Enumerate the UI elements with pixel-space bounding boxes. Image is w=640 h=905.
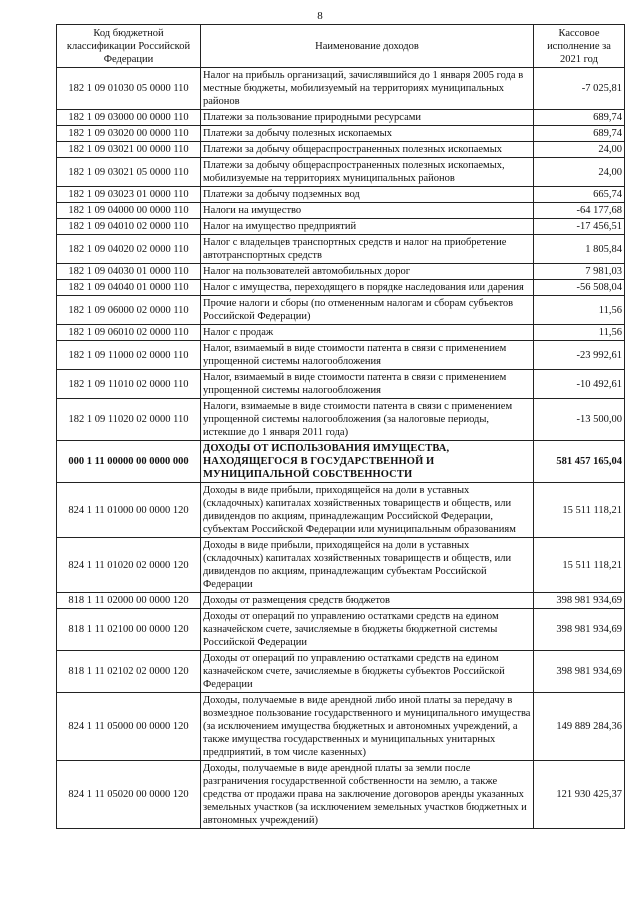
row-amount: 398 981 934,69 — [534, 593, 625, 609]
revenue-table — [56, 24, 625, 829]
row-name: Доходы, получаемые в виде арендной платы за земли после разграничения государственной собственности на землю, а также средства от продажи права на заключение договоров аренды указанных земельных участков (за исключением земельных участков бюджетных и автономных учреждений) — [201, 761, 534, 829]
table-row — [57, 441, 625, 483]
row-name: Налог с владельцев транспортных средств и налог на приобретение автотранспортных средств — [201, 235, 534, 264]
row-name: Платежи за добычу общераспространенных полезных ископаемых, мобилизуемые на территориях муниципальных районов — [201, 158, 534, 187]
row-code: 182 1 09 06000 02 0000 110 — [57, 296, 201, 325]
row-code: 182 1 09 04000 00 0000 110 — [57, 203, 201, 219]
table-row — [57, 110, 625, 126]
row-amount: -7 025,81 — [534, 68, 625, 110]
table-row — [57, 325, 625, 341]
row-code: 824 1 11 05000 00 0000 120 — [57, 693, 201, 761]
row-amount: -23 992,61 — [534, 341, 625, 370]
table-row — [57, 693, 625, 761]
row-amount: 7 981,03 — [534, 264, 625, 280]
row-amount: -17 456,51 — [534, 219, 625, 235]
row-name: Платежи за добычу полезных ископаемых — [201, 126, 534, 142]
header-name: Наименование доходов — [201, 25, 534, 68]
row-name: Налог, взимаемый в виде стоимости патента в связи с применением упрощенной системы налогообложения — [201, 370, 534, 399]
row-code: 824 1 11 01000 00 0000 120 — [57, 483, 201, 538]
row-code: 824 1 11 05020 00 0000 120 — [57, 761, 201, 829]
row-code: 182 1 09 03021 05 0000 110 — [57, 158, 201, 187]
row-name: Налоги, взимаемые в виде стоимости патента в связи с применением упрощенной системы налогообложения (за налоговые периоды, истекшие до 1 января 2011 года) — [201, 399, 534, 441]
row-amount: -13 500,00 — [534, 399, 625, 441]
table-header-row — [57, 25, 625, 68]
table-row — [57, 187, 625, 203]
row-amount: 11,56 — [534, 325, 625, 341]
row-code: 818 1 11 02000 00 0000 120 — [57, 593, 201, 609]
row-code: 182 1 09 04010 02 0000 110 — [57, 219, 201, 235]
row-code: 000 1 11 00000 00 0000 000 — [57, 441, 201, 483]
table-row — [57, 203, 625, 219]
row-amount: 15 511 118,21 — [534, 483, 625, 538]
row-name: Налог с продаж — [201, 325, 534, 341]
row-name: Доходы, получаемые в виде арендной либо иной платы за передачу в возмездное пользование государственного и муниципального имущества (за исключением имущества бюджетных и автономных учреждений, а также имущества государственных и муниципальных унитарных предприятий, в том числе казенных) — [201, 693, 534, 761]
row-code: 182 1 09 11010 02 0000 110 — [57, 370, 201, 399]
table-row — [57, 235, 625, 264]
row-amount: 149 889 284,36 — [534, 693, 625, 761]
table-row — [57, 219, 625, 235]
row-name: Налог, взимаемый в виде стоимости патента в связи с применением упрощенной системы налогообложения — [201, 341, 534, 370]
table-row — [57, 538, 625, 593]
row-amount: 11,56 — [534, 296, 625, 325]
row-code: 182 1 09 06010 02 0000 110 — [57, 325, 201, 341]
row-name: Доходы от размещения средств бюджетов — [201, 593, 534, 609]
row-amount: 24,00 — [534, 142, 625, 158]
row-name: Налог с имущества, переходящего в порядке наследования или дарения — [201, 280, 534, 296]
row-amount: 665,74 — [534, 187, 625, 203]
table-row — [57, 399, 625, 441]
row-amount: 398 981 934,69 — [534, 609, 625, 651]
row-code: 182 1 09 11000 02 0000 110 — [57, 341, 201, 370]
header-amount: Кассовое исполнение за 2021 год — [534, 25, 625, 68]
row-amount: 1 805,84 — [534, 235, 625, 264]
row-amount: -64 177,68 — [534, 203, 625, 219]
row-code: 818 1 11 02102 02 0000 120 — [57, 651, 201, 693]
header-code: Код бюджетной классификации Российской Федерации — [57, 25, 201, 68]
table-row — [57, 483, 625, 538]
table-row — [57, 68, 625, 110]
row-code: 182 1 09 04020 02 0000 110 — [57, 235, 201, 264]
table-row — [57, 651, 625, 693]
row-code: 182 1 09 04040 01 0000 110 — [57, 280, 201, 296]
table-row — [57, 341, 625, 370]
table-row — [57, 593, 625, 609]
row-amount: 581 457 165,04 — [534, 441, 625, 483]
row-code: 818 1 11 02100 00 0000 120 — [57, 609, 201, 651]
row-name: Налог на пользователей автомобильных дорог — [201, 264, 534, 280]
row-code: 182 1 09 03000 00 0000 110 — [57, 110, 201, 126]
row-name: Доходы от операций по управлению остатками средств на едином казначейском счете, зачисляемые в бюджеты субъектов Российской Федерации — [201, 651, 534, 693]
row-code: 182 1 09 11020 02 0000 110 — [57, 399, 201, 441]
table-row — [57, 296, 625, 325]
row-amount: 121 930 425,37 — [534, 761, 625, 829]
row-name: Налог на имущество предприятий — [201, 219, 534, 235]
row-amount: 15 511 118,21 — [534, 538, 625, 593]
row-code: 182 1 09 03021 00 0000 110 — [57, 142, 201, 158]
table-row — [57, 264, 625, 280]
row-amount: 689,74 — [534, 126, 625, 142]
page-number: 8 — [317, 10, 323, 22]
table-row — [57, 761, 625, 829]
row-amount: -10 492,61 — [534, 370, 625, 399]
row-code: 182 1 09 03020 00 0000 110 — [57, 126, 201, 142]
row-code: 182 1 09 01030 05 0000 110 — [57, 68, 201, 110]
row-code: 182 1 09 03023 01 0000 110 — [57, 187, 201, 203]
row-name: Налоги на имущество — [201, 203, 534, 219]
row-name: Доходы от операций по управлению остатками средств на едином казначейском счете, зачисляемые в бюджеты бюджетной системы Российской Федерации — [201, 609, 534, 651]
row-name: Платежи за добычу общераспространенных полезных ископаемых — [201, 142, 534, 158]
table-row — [57, 280, 625, 296]
table-row — [57, 370, 625, 399]
table-row — [57, 158, 625, 187]
row-name: Доходы в виде прибыли, приходящейся на доли в уставных (складочных) капиталах хозяйственных товариществ и обществ, или дивидендов по акциям, принадлежащим Российской Федерации, субъектам Российской Федерации или муниципальным образованиям — [201, 483, 534, 538]
row-amount: 398 981 934,69 — [534, 651, 625, 693]
table-row — [57, 609, 625, 651]
row-name: Платежи за пользование природными ресурсами — [201, 110, 534, 126]
row-amount: 689,74 — [534, 110, 625, 126]
row-name: Платежи за добычу подземных вод — [201, 187, 534, 203]
row-name: Прочие налоги и сборы (по отмененным налогам и сборам субъектов Российской Федерации) — [201, 296, 534, 325]
row-name: Доходы в виде прибыли, приходящейся на доли в уставных (складочных) капиталах хозяйственных товариществ и обществ, или дивидендов по акциям, принадлежащим субъектам Российской Федерации — [201, 538, 534, 593]
row-amount: -56 508,04 — [534, 280, 625, 296]
row-code: 182 1 09 04030 01 0000 110 — [57, 264, 201, 280]
row-amount: 24,00 — [534, 158, 625, 187]
table-row — [57, 126, 625, 142]
row-name: ДОХОДЫ ОТ ИСПОЛЬЗОВАНИЯ ИМУЩЕСТВА, НАХОДЯЩЕГОСЯ В ГОСУДАРСТВЕННОЙ И МУНИЦИПАЛЬНОЙ СОБСТВЕННОСТИ — [201, 441, 534, 483]
row-code: 824 1 11 01020 02 0000 120 — [57, 538, 201, 593]
table-row — [57, 142, 625, 158]
row-name: Налог на прибыль организаций, зачислявшийся до 1 января 2005 года в местные бюджеты, мобилизуемый на территориях муниципальных районов — [201, 68, 534, 110]
